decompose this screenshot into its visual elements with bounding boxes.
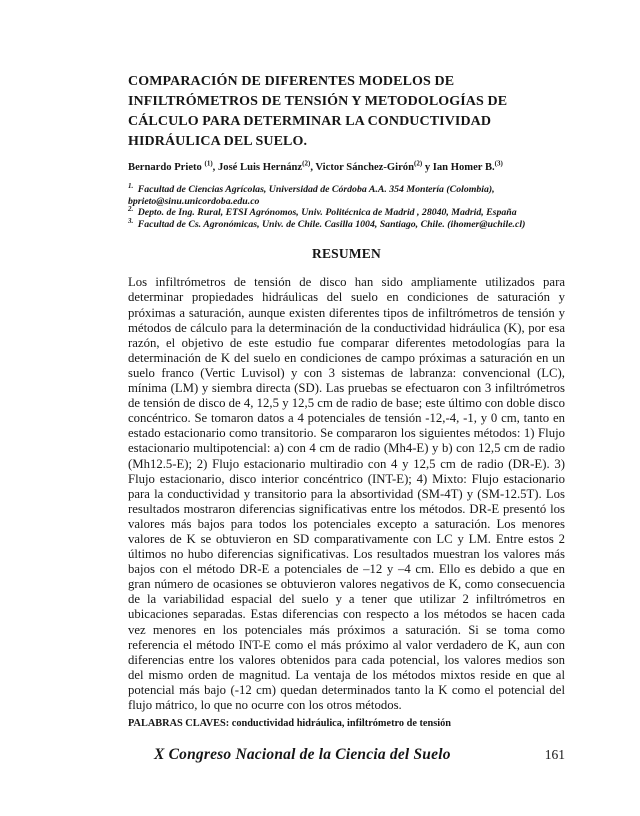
page-number: 161 <box>544 747 565 763</box>
authors-line <box>128 161 565 174</box>
author-name: Ian Homer B. <box>432 162 495 173</box>
affiliation-marker: 2. <box>128 204 134 213</box>
page-footer <box>128 746 565 764</box>
author-separator: , <box>212 162 218 173</box>
paper-title: COMPARACIÓN DE DIFERENTES MODELOS DE INFILTRÓMETROS DE TENSIÓN Y METODOLOGÍAS DE CÁLCULO PARA DETERMINAR LA CONDUCTIVIDAD HIDRÁULICA DEL SUELO. <box>128 74 508 149</box>
abstract-section-heading: RESUMEN <box>312 246 381 262</box>
affiliation-text: Depto. de Ing. Rural, ETSI Agrónomos, Univ. Politécnica de Madrid , 28040, Madrid, España <box>135 207 517 219</box>
affiliation-marker: 3. <box>128 216 134 225</box>
affiliation-text: Facultad de Cs. Agronómicas, Univ. de Chile. Casilla 1004, Santiago, Chile. (ihomer@uchile.cl) <box>135 218 526 230</box>
affiliation-list <box>128 181 565 230</box>
author-affiliation-mark: (2) <box>302 159 311 168</box>
author-affiliation-mark: (3) <box>494 159 503 168</box>
abstract-paragraph: Los infiltrómetros de tensión de disco han sido ampliamente utilizados para determinar propiedades hidráulicas del suelo en condiciones de saturación y próximas a saturación, aunque existen diferentes tipos de infiltrómetros de tensión y métodos de cálculo para la determinación de la conductividad hidráulica (K), por esa razón, el objetivo de este estudio fue comparar diferentes metodologías para la determinación de K del suelo en condiciones de campo próximas a saturación en un suelo franco (Vertic Luvisol) y con 3 sistemas de labranza: convencional (LC), mínima (LM) y siembra directa (SD). Las pruebas se efectuaron con 3 infiltrómetros de tensión de disco de 4, 12,5 y 12,5 cm de radio de base; este último con doble disco concéntrico. Se tomaron datos a 4 potenciales de tensión -12,-4, -1, y 0 cm, tanto en estado estacionario como transitorio. Se compararon los siguientes métodos: 1) Flujo estacionario multipotencial: a) con 4 cm de radio (Mh4-E) y b) con 12,5 cm de radio (Mh12.5-E); 2) Flujo estacionario multiradio con 4 y 12,5 cm de radio (DR-E). 3) Flujo estacionario, disco interior concéntrico (INT-E); 4) Mixto: Flujo estacionario para la conductividad y transitorio para la absortividad (SM-4T) y (SM-12.5T). Los resultados mostraron diferencias significativas entre los métodos. DR-E presentó los valores más bajos para todos los potenciales excepto a saturación. Los menores valores de K se obtuvieron en SD comparativamente con LC y LM. Entre estos 2 últimos no hubo diferencias significativas. Los resultados muestran los valores más bajos con el método DR-E a potenciales de –12 y –4 cm. Ello es debido a que en gran número de ocasiones se obtuvieron valores negativos de K, como consecuencia de la variabilidad espacial del suelo y a tener que utilizar 2 infiltrómetros en ubicaciones separadas. Estas diferencias con respecto a los métodos se hacen cada vez menores en los potenciales más próximos a saturación. Si se toma como referencia el método INT-E como el más próximo al valor verdadero de K, aun con diferencias entre los valores obtenidos para cada potencial, los valores medios son del mismo orden de magnitud. La ventaja de los métodos mixtos reside en que al potencial más bajo (-12 cm) quedan determinados tanto la K como el potencial del flujo mátrico, lo que no ocurre con los otros métodos. <box>128 275 565 712</box>
author-name: Bernardo Prieto <box>128 162 205 173</box>
affiliation-marker: 1. <box>128 181 134 190</box>
affiliation-text: Facultad de Ciencias Agrícolas, Universidad de Córdoba A.A. 354 Montería (Colombia), bprieto@sinu.unicordoba.edu.co <box>128 184 495 207</box>
author-affiliation-mark: (1) <box>204 159 213 168</box>
affiliation-item <box>128 204 565 219</box>
author-separator: y <box>422 162 433 173</box>
author-affiliation-mark: (2) <box>414 159 423 168</box>
conference-title: X Congreso Nacional de la Ciencia del Suelo <box>154 746 451 764</box>
author-separator: , <box>310 162 316 173</box>
author-name: José Luis Hernánz <box>217 162 303 173</box>
text-column <box>128 0 565 764</box>
author-name: Victor Sánchez-Girón <box>315 162 414 173</box>
affiliation-item <box>128 216 565 231</box>
keywords-line: PALABRAS CLAVES: conductividad hidráulica, infiltrómetro de tensión <box>128 718 451 730</box>
affiliation-item <box>128 181 565 207</box>
